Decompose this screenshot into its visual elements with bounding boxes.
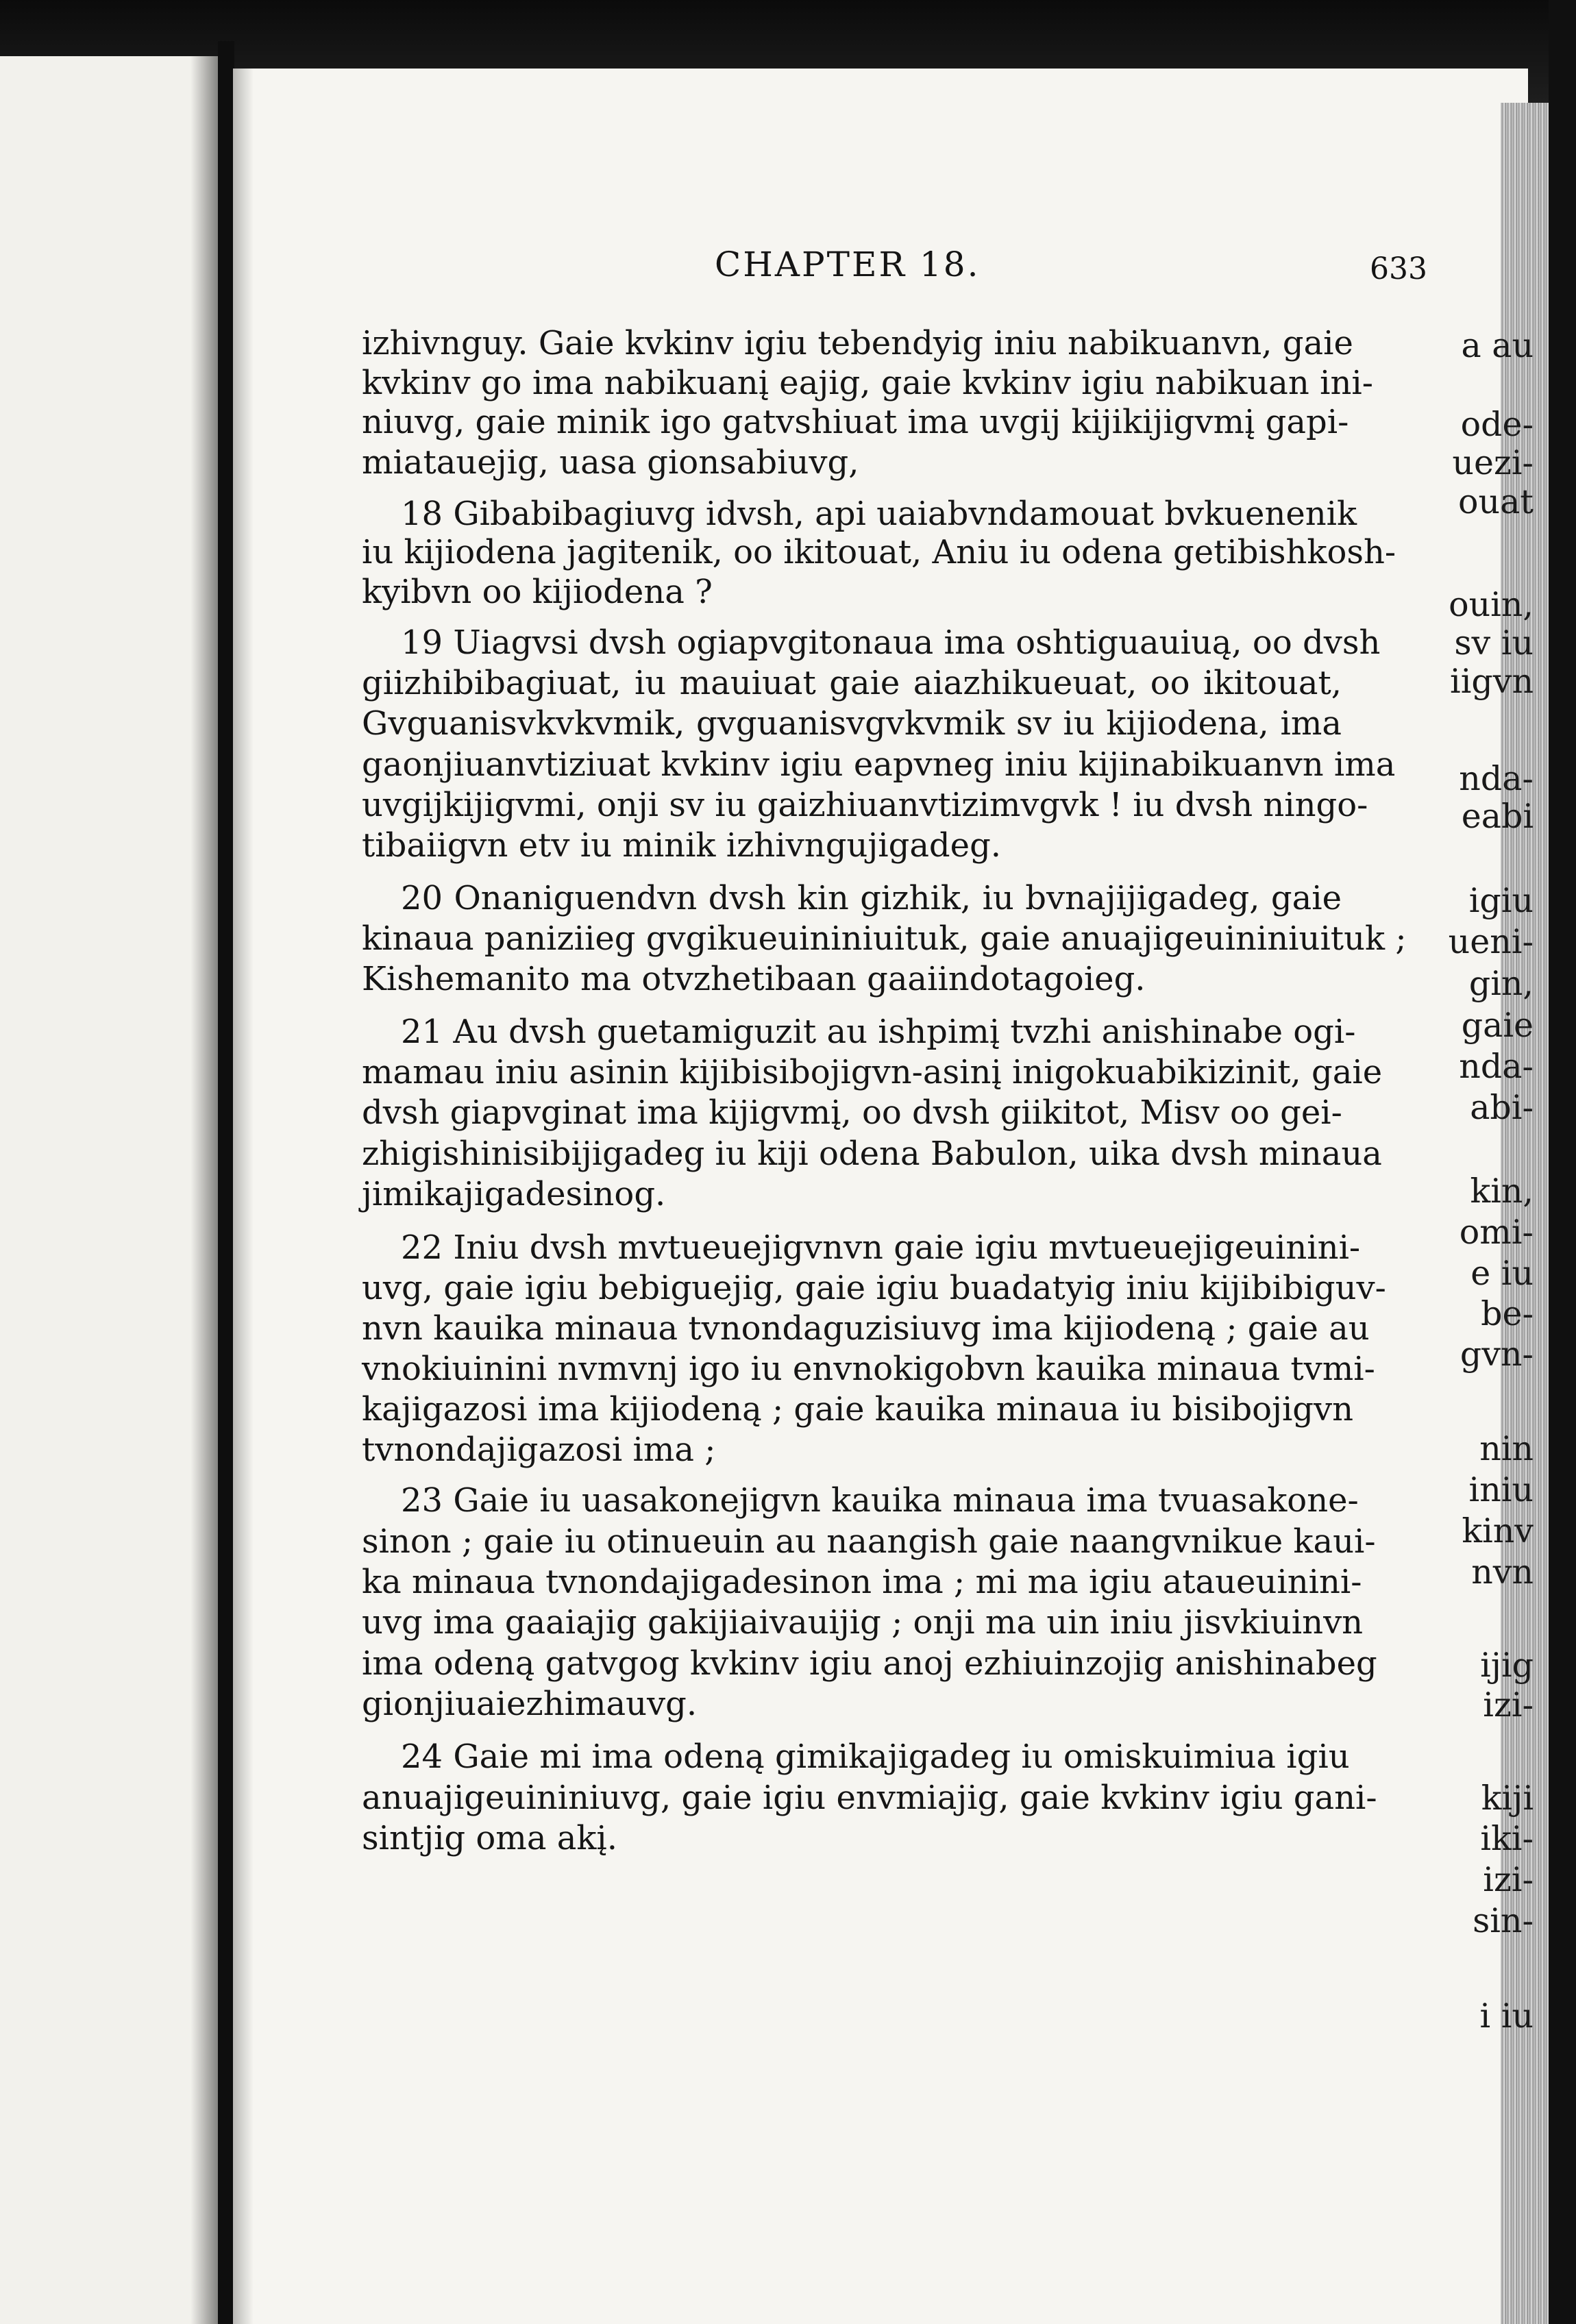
left-fragment: ouat xyxy=(1458,482,1534,521)
left-fragment: sin- xyxy=(1473,1901,1534,1940)
text-line: izhivnguy. Gaie kvkinv igiu tebendyig iniu nabikuanvn, gaie xyxy=(362,324,1353,362)
text-line: 21 Au dvsh guetamiguzit au ishpimį tvzhi anishinabe ogi- xyxy=(401,1013,1356,1051)
left-fragment: uezi- xyxy=(1452,443,1534,482)
text-line: 24 Gaie mi ima odeną gimikajigadeg iu omiskuimiua igiu xyxy=(401,1738,1350,1776)
text-line: sintjig oma akį. xyxy=(362,1819,618,1857)
text-line: 22 Iniu dvsh mvtueuejigvnvn gaie igiu mvtueuejigeuinini- xyxy=(401,1228,1361,1267)
left-gutter-shadow xyxy=(190,56,218,2324)
left-fragment: nda- xyxy=(1459,759,1534,798)
left-fragment: abi- xyxy=(1470,1088,1534,1127)
text-line: kinaua paniziieg gvgikueuininiuituk, gaie anuajigeuininiuituk ; xyxy=(362,919,1407,958)
text-line: anuajigeuininiuvg, gaie igiu envmiajig, gaie kvkinv igiu gani- xyxy=(362,1779,1377,1817)
text-line: jimikajigadesinog. xyxy=(362,1175,666,1213)
text-line: mamau iniu asinin kijibisibojigvn-asinį inigokuabikizinit, gaie xyxy=(362,1053,1383,1091)
left-fragment: iigvn xyxy=(1450,662,1534,701)
text-line: giizhibibagiuat, iu mauiuat gaie aiazhikueuat, oo ikitouat, xyxy=(362,664,1342,702)
left-fragment: ijig xyxy=(1480,1646,1534,1685)
left-fragment: izi- xyxy=(1483,1860,1534,1899)
text-line: ka minaua tvnondajigadesinon ima ; mi ma igiu ataueuinini- xyxy=(362,1563,1362,1601)
left-facing-page xyxy=(0,56,218,2324)
text-line: tvnondajigazosi ima ; xyxy=(362,1431,716,1469)
left-fragment: e iu xyxy=(1470,1254,1534,1293)
text-line: kyibvn oo kijiodena ? xyxy=(362,573,713,611)
left-fragment: a au xyxy=(1461,326,1534,365)
text-line: dvsh giapvginat ima kijigvmį, oo dvsh giikitot, Misv oo gei- xyxy=(362,1093,1342,1132)
text-line: kvkinv go ima nabikuanį eajig, gaie kvkinv igiu nabikuan ini- xyxy=(362,364,1373,402)
left-fragment: nvn xyxy=(1471,1553,1534,1592)
left-fragment: ueni- xyxy=(1448,922,1534,961)
left-fragment: gin, xyxy=(1468,964,1534,1003)
text-line: gionjiuaiezhimauvg. xyxy=(362,1685,698,1723)
text-line: vnokiuinini nvmvnj igo iu envnokigobvn kauika minaua tvmi- xyxy=(362,1350,1375,1388)
left-fragment: gvn- xyxy=(1460,1335,1534,1374)
left-fragment: igiu xyxy=(1468,881,1534,920)
left-fragment: sv iu xyxy=(1454,623,1534,663)
text-line: niuvg, gaie minik igo gatvshiuat ima uvgij kijikijigvmį gapi- xyxy=(362,403,1349,441)
chapter-title: CHAPTER 18. xyxy=(715,245,981,284)
scan-right-border xyxy=(1549,0,1576,2324)
text-line: Kishemanito ma otvzhetibaan gaaiindotagoieg. xyxy=(362,960,1146,998)
text-line: nvn kauika minaua tvnondaguzisiuvg ima kijiodeną ; gaie au xyxy=(362,1309,1370,1348)
book-gutter xyxy=(218,41,234,2324)
text-line: kajigazosi ima kijiodeną ; gaie kauika minaua iu bisibojigvn xyxy=(362,1390,1354,1429)
running-head xyxy=(482,247,1434,295)
left-fragment: izi- xyxy=(1483,1685,1534,1725)
text-line: uvgijkijigvmi, onji sv iu gaizhiuanvtizimvgvk ! iu dvsh ningo- xyxy=(362,786,1368,824)
page-number: 633 xyxy=(1370,251,1427,286)
text-line: miatauejig, uasa gionsabiuvg, xyxy=(362,443,859,482)
left-fragment: ode- xyxy=(1460,405,1534,444)
left-fragment: iki- xyxy=(1480,1819,1534,1858)
left-fragment: kin, xyxy=(1470,1172,1534,1211)
left-fragment: kiji xyxy=(1481,1779,1534,1818)
text-line: 18 Gibabibagiuvg idvsh, api uaiabvndamouat bvkuenenik xyxy=(401,495,1357,533)
text-line: gaonjiuanvtiziuat kvkinv igiu eapvneg iniu kijinabikuanvn ima xyxy=(362,745,1396,784)
left-fragment: nin xyxy=(1479,1429,1534,1468)
left-fragment: be- xyxy=(1481,1294,1534,1333)
text-line: tibaiigvn etv iu minik izhivngujigadeg. xyxy=(362,826,1002,865)
text-line: uvg, gaie igiu bebiguejig, gaie igiu buadatyig iniu kijibibiguv- xyxy=(362,1269,1386,1307)
text-line: 23 Gaie iu uasakonejigvn kauika minaua ima tvuasakone- xyxy=(401,1481,1359,1520)
left-fragment: gaie xyxy=(1461,1006,1534,1045)
text-line: 19 Uiagvsi dvsh ogiapvgitonaua ima oshtiguauiuą, oo dvsh xyxy=(401,623,1381,662)
left-fragment: eabi xyxy=(1461,797,1534,836)
left-fragment: kinv xyxy=(1462,1511,1534,1550)
text-line: zhigishinisibijigadeg iu kiji odena Babulon, uika dvsh minaua xyxy=(362,1135,1382,1173)
text-line: ima odeną gatvgog kvkinv igiu anoj ezhiuinzojig anishinabeg xyxy=(362,1644,1377,1683)
left-fragment: nda- xyxy=(1459,1047,1534,1086)
text-line: uvg ima gaaiajig gakijiaivauijig ; onji ma uin iniu jisvkiuinvn xyxy=(362,1603,1364,1642)
left-fragment: iniu xyxy=(1468,1470,1534,1509)
left-fragment: i iu xyxy=(1479,1997,1534,2036)
text-line: 20 Onaniguendvn dvsh kin gizhik, iu bvnajijigadeg, gaie xyxy=(401,879,1342,917)
text-line: Gvguanisvkvkvmik, gvguanisvgvkvmik sv iu kijiodena, ima xyxy=(362,704,1342,743)
left-fragment: ouin, xyxy=(1449,585,1534,624)
left-fragment: omi- xyxy=(1459,1213,1534,1252)
text-line: iu kijiodena jagitenik, oo ikitouat, Aniu iu odena getibishkosh- xyxy=(362,533,1396,571)
right-gutter-shadow xyxy=(233,69,254,2324)
text-line: sinon ; gaie iu otinueuin au naangish gaie naangvnikue kaui- xyxy=(362,1522,1376,1561)
